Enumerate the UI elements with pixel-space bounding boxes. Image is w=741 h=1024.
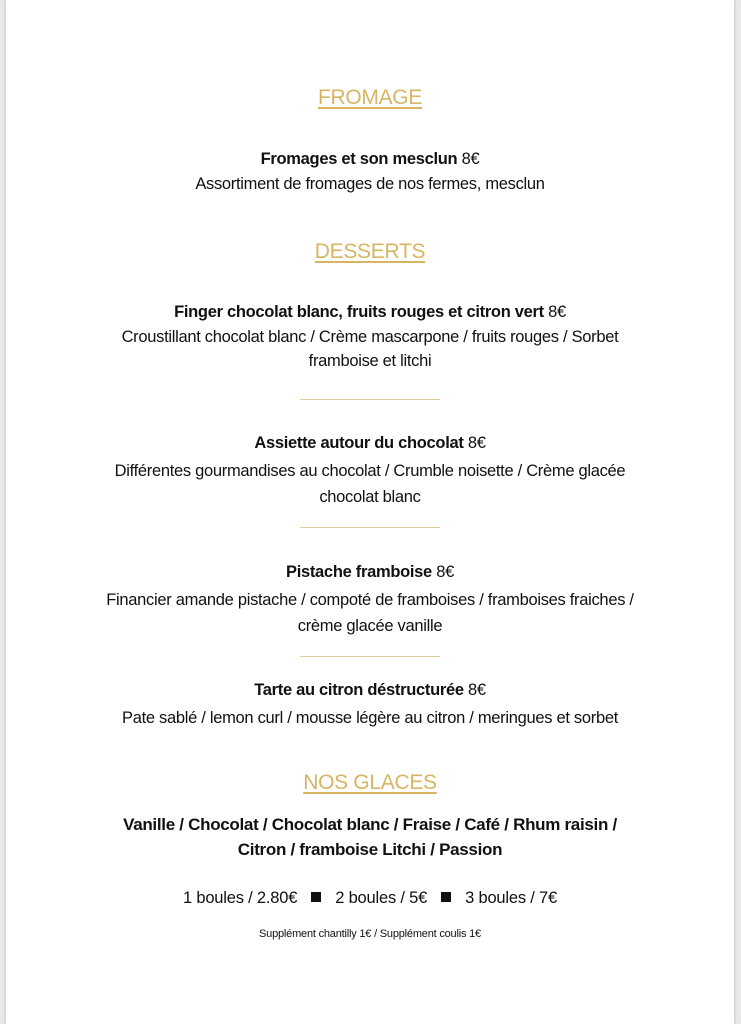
ice-cream-flavors: Citron / framboise Litchi / Passion — [237, 840, 503, 859]
price-option: 1 boules / 2.80€ — [182, 889, 298, 907]
item-title — [6, 303, 734, 322]
item-title — [6, 434, 734, 453]
item-description: Financier amande pistache / compoté de framboises / framboises fraiches / — [106, 591, 634, 609]
item-name: Tarte au citron déstructurée — [254, 681, 464, 699]
item-price: 8€ — [436, 563, 454, 581]
divider — [300, 399, 440, 400]
item-name: Assiette autour du chocolat — [254, 434, 464, 452]
item-description: framboise et litchi — [308, 352, 432, 370]
item-description: crème glacée vanille — [297, 617, 443, 635]
item-name: Pistache framboise — [286, 563, 432, 581]
section-title-fromage: FROMAGE — [317, 86, 423, 109]
square-bullet-icon — [311, 892, 321, 902]
item-price: 8€ — [467, 434, 486, 452]
item-name: Fromages et son mesclun — [260, 150, 458, 168]
item-description: Croustillant chocolat blanc / Crème mascarpone / fruits rouges / Sorbet — [121, 328, 619, 346]
divider — [300, 656, 440, 657]
item-title — [6, 681, 734, 700]
item-name: Finger chocolat blanc, fruits rouges et citron vert — [174, 303, 544, 321]
item-description: Différentes gourmandises au chocolat / Crumble noisette / Crème glacée — [114, 462, 626, 480]
item-description: Assortiment de fromages de nos fermes, mesclun — [195, 175, 545, 193]
ice-cream-flavors: Vanille / Chocolat / Chocolat blanc / Fraise / Café / Rhum raisin / — [123, 815, 617, 834]
section-title-desserts: DESSERTS — [314, 240, 426, 263]
item-description: Pate sablé / lemon curl / mousse légère au citron / meringues et sorbet — [122, 709, 618, 727]
section-title-glaces: NOS GLACES — [303, 771, 437, 794]
menu-page — [6, 0, 734, 1024]
item-title — [6, 150, 734, 169]
ice-cream-pricing — [6, 889, 734, 908]
item-price: 8€ — [548, 303, 566, 321]
price-option: 3 boules / 7€ — [465, 889, 557, 907]
square-bullet-icon — [441, 892, 451, 902]
divider — [300, 527, 440, 528]
supplement-note: Supplément chantilly 1€ / Supplément coulis 1€ — [259, 928, 481, 940]
item-price: 8€ — [461, 150, 480, 168]
item-price: 8€ — [468, 681, 486, 699]
item-description: chocolat blanc — [319, 488, 421, 506]
price-option: 2 boules / 5€ — [335, 889, 428, 907]
item-title — [6, 563, 734, 582]
